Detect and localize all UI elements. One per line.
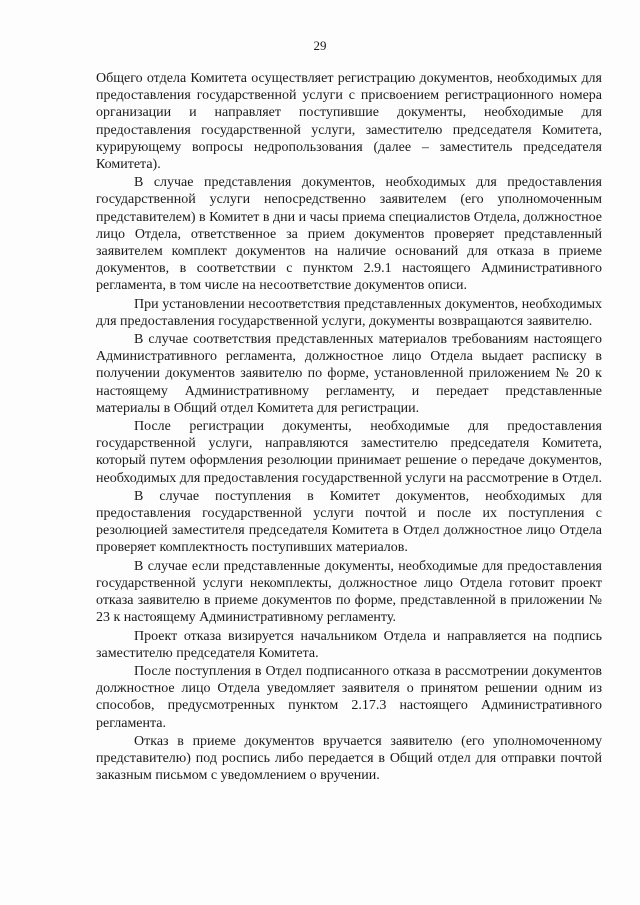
paragraph: После поступления в Отдел подписанного отказа в рассмотрении документов должностное лицо Отдела уведомляет заявителя о принятом решении одним из способов, предусмотренных пунктом 2.17.3 настоящего Административного регламента. (96, 663, 602, 731)
paragraph: При установлении несоответствия представленных документов, необходимых для предоставления государственной услуги, документы возвращаются заявителю. (96, 296, 602, 329)
paragraph: В случае если представленные документы, необходимые для предоставления государственной услуги некомплекты, должностное лицо Отдела готовит проект отказа заявителю в приеме документов по форме, представленной в приложении № 23 к настоящему Административному регламенту. (96, 558, 602, 626)
paragraph: Отказ в приеме документов вручается заявителю (его уполномоченному представителю) под роспись либо передается в Общий отдел для отправки почтой заказным письмом с уведомлением о вручении. (96, 733, 602, 784)
paragraph: После регистрации документы, необходимые для предоставления государственной услуги, направляются заместителю председателя Комитета, который путем оформления резолюции принимает решение о передаче документов, необходимых для предоставления государственной услуги на рассмотрение в Отдел. (96, 419, 602, 486)
body-text (96, 70, 602, 784)
paragraph: Проект отказа визируется начальником Отдела и направляется на подпись заместителю председателя Комитета. (96, 628, 602, 661)
paragraph: В случае представления документов, необходимых для предоставления государственной услуги непосредственно заявителем (его уполномоченным представителем) в Комитет в дни и часы приема специалистов Отдела, должностное лицо Отдела, ответственное за прием документов проверяет представленный заявителем комплект документов на наличие оснований для отказа в приеме документов, в соответствии с пунктом 2.9.1 настоящего Административного регламента, в том числе на несоответствие документов описи. (96, 175, 602, 294)
paragraph: В случае соответствия представленных материалов требованиям настоящего Административного регламента, должностное лицо Отдела выдает расписку в получении документов заявителю по форме, установленной приложением № 20 к настоящему Административному регламенту, и передает представленные материалы в Общий отдел Комитета для регистрации. (96, 332, 602, 416)
paragraph: В случае поступления в Комитет документов, необходимых для предоставления государственной услуги почтой и после их поступления с резолюцией заместителя председателя Комитета в Отдел должностное лицо Отдела проверяет комплектность поступивших материалов. (96, 488, 602, 556)
paragraph: Общего отдела Комитета осуществляет регистрацию документов, необходимых для предоставления государственной услуги с присвоением регистрационного номера организации и направляет поступившие документы, необходимые для предоставления государственной услуги, заместителю председателя Комитета, курирующему вопросы недропользования (далее – заместитель председателя Комитета). (96, 71, 602, 173)
page-number: 29 (313, 38, 327, 53)
